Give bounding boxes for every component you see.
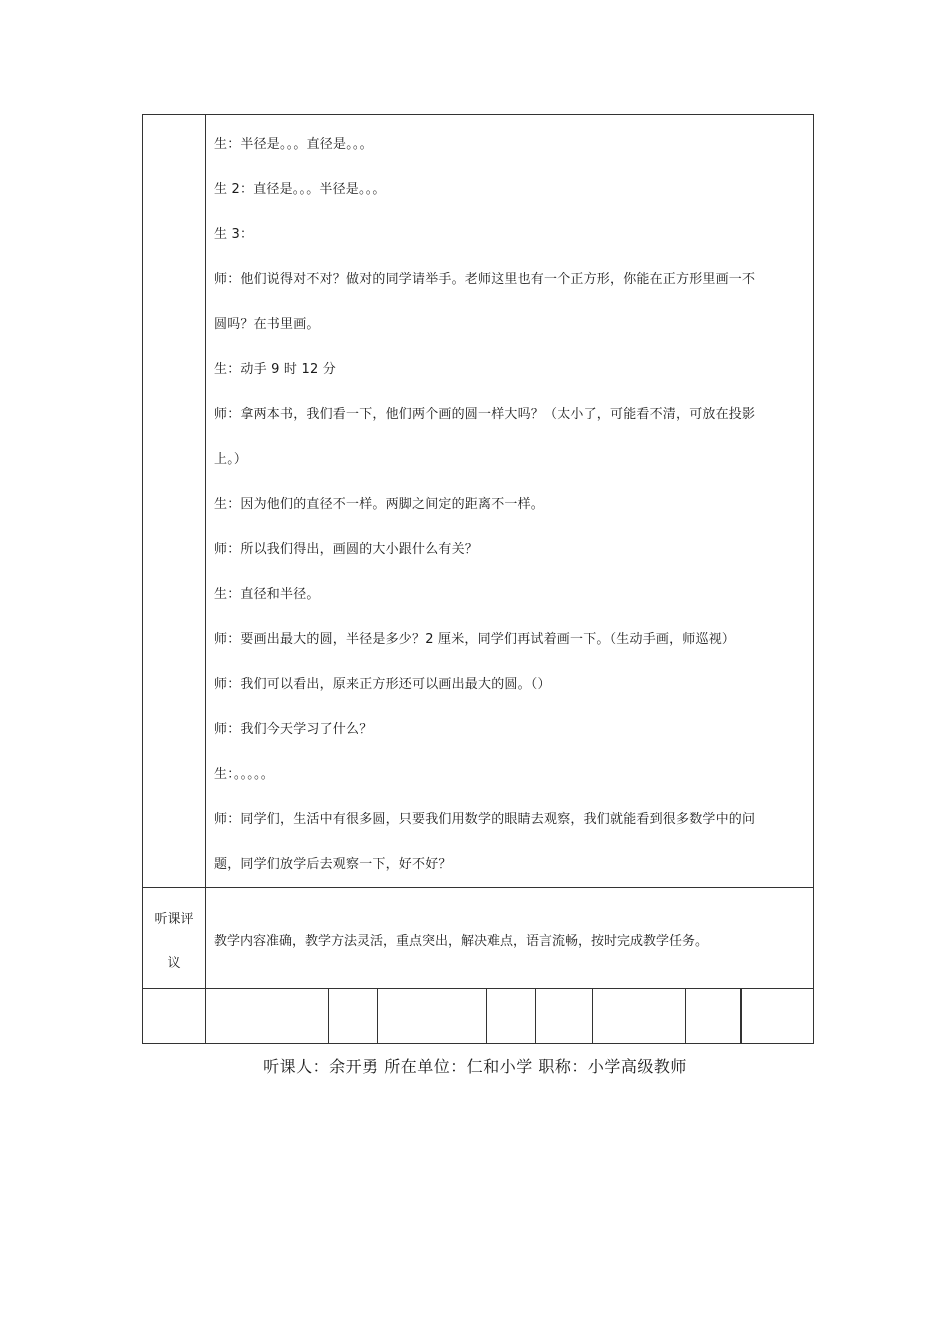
- transcript-line: 师：要画出最大的圆，半径是多少？2 厘米，同学们再试着画一下。（生动手画，师巡视）: [214, 632, 736, 647]
- transcript-line: 生：半径是。。。直径是。。。: [214, 137, 373, 152]
- transcript-line: 生：因为他们的直径不一样。两脚之间定的距离不一样。: [214, 497, 545, 512]
- transcript-line: 师：所以我们得出，画圆的大小跟什么有关？: [214, 542, 479, 557]
- review-label-line1: 听课评: [154, 912, 194, 927]
- transcript-line: 生：。。。。。: [214, 767, 274, 782]
- observer-info: 听课人：余开勇 所在单位：仁和小学 职称：小学高级教师: [263, 1057, 687, 1076]
- transcript-line: 师：拿两本书，我们看一下，他们两个画的圆一样大吗？（太小了，可能看不清，可放在投影: [214, 407, 756, 422]
- transcript-line: 生 2：直径是。。。半径是。。。: [214, 182, 386, 197]
- review-comment: 教学内容准确，教学方法灵活，重点突出，解决难点，语言流畅，按时完成教学任务。: [214, 934, 709, 949]
- transcript-line: 生：直径和半径。: [214, 587, 320, 602]
- transcript-line: 生：动手 9 时 12 分: [214, 362, 336, 377]
- transcript-line: 师：我们今天学习了什么？: [214, 722, 373, 737]
- transcript-line: 上。）: [214, 452, 248, 467]
- review-label-line2: 议: [167, 956, 181, 971]
- transcript-line: 师：我们可以看出，原来正方形还可以画出最大的圆。（）: [214, 677, 551, 692]
- transcript-line: 师：他们说得对不对？做对的同学请举手。老师这里也有一个正方形，你能在正方形里画一不: [214, 272, 756, 287]
- transcript-line: 圆吗？在书里画。: [214, 317, 320, 332]
- transcript-line: 师：同学们，生活中有很多圆，只要我们用数学的眼睛去观察，我们就能看到很多数学中的问: [214, 812, 756, 827]
- transcript-line: 题，同学们放学后去观察一下，好不好？: [214, 857, 452, 872]
- transcript-line: 生 3：: [214, 227, 254, 242]
